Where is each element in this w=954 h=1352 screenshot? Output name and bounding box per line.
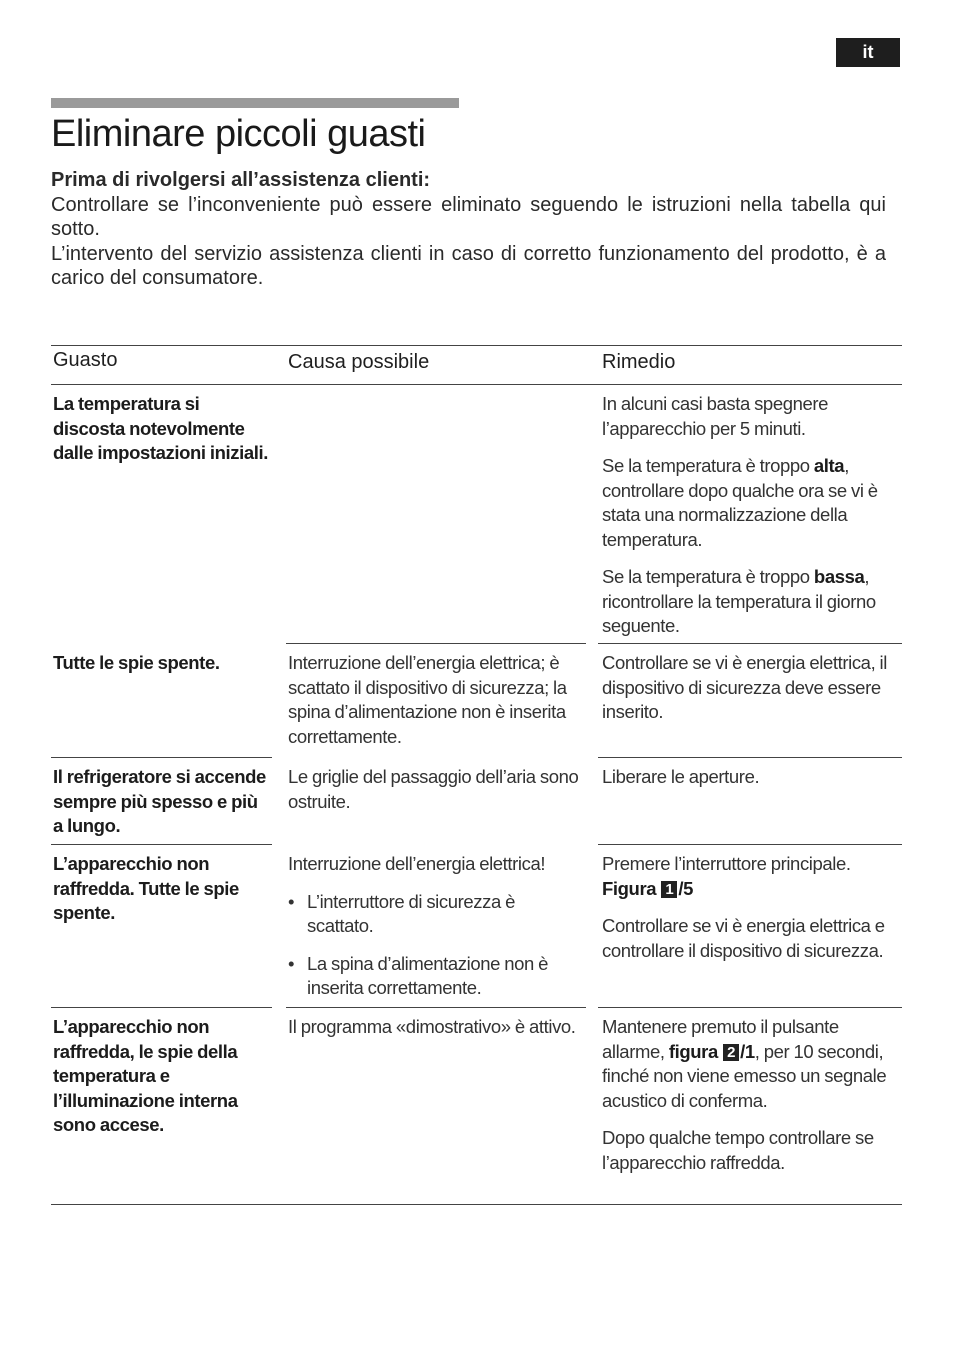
language-badge: it	[836, 38, 900, 67]
row5-cause: Il programma «dimostrativo» è attivo.	[288, 1016, 576, 1037]
bullet-icon: •	[288, 952, 295, 974]
row3-fault-rule	[51, 844, 272, 845]
figure-number-badge: 1	[661, 881, 677, 898]
intro-section	[51, 168, 886, 291]
figure-reference: figura 2 /1	[668, 1040, 755, 1062]
row4-remedy-rule	[598, 1007, 902, 1008]
figure-reference: Figura 1 /5	[602, 877, 694, 899]
row5-remedy	[602, 1015, 900, 1175]
row2-remedy-rule	[598, 757, 902, 758]
row1-remedy-1: In alcuni casi basta spegnere l’apparecchio per 5 minuti.	[602, 393, 829, 439]
row4-remedy-1: Premere l’interruttore principale. Figura 1 /5	[602, 853, 851, 899]
row2-cause: Interruzione dell’energia elettrica; è scattato il dispositivo di sicurezza; la spina d’alimentazione non è inserita correttamente.	[288, 652, 567, 747]
row5-remedy-2: Dopo qualche tempo controllare se l’apparecchio raffredda.	[602, 1127, 874, 1173]
intro-paragraph-2: L’intervento del servizio assistenza clienti in caso di corretto funzionamento del prodotto, è a carico del consumatore.	[51, 242, 886, 289]
row4-cause-text: Interruzione dell’energia elettrica!	[288, 853, 546, 874]
list-item: • L’interruttore di sicurezza è scattato.	[288, 890, 515, 936]
row3-remedy-rule	[598, 844, 902, 845]
intro-heading: Prima di rivolgersi all’assistenza clienti:	[51, 169, 431, 191]
row4-cause	[288, 852, 584, 1001]
bullet-icon: •	[288, 890, 295, 912]
row2-remedy: Controllare se vi è energia elettrica, il dispositivo di sicurezza deve essere inserito.	[602, 652, 887, 722]
row2-fault: Tutte le spie spente.	[53, 652, 220, 673]
row4-remedy-2: Controllare se vi è energia elettrica e controllare il dispositivo di sicurezza.	[602, 915, 885, 961]
row2-fault-rule	[51, 757, 272, 758]
table-top-rule	[51, 345, 902, 346]
figure-number-badge: 2	[723, 1044, 739, 1061]
row1-remedy	[602, 392, 900, 639]
list-item: • La spina d’alimentazione non è inserita correttamente.	[288, 952, 549, 998]
row4-cause-list	[288, 890, 584, 1001]
row3-fault: Il refrigeratore si accende sempre più spesso e più a lungo.	[53, 766, 266, 836]
row1-cause-rule	[286, 643, 586, 644]
header-guasto: Guasto	[53, 349, 118, 371]
header-rimedio: Rimedio	[602, 351, 676, 373]
header-causa: Causa possibile	[288, 351, 430, 373]
title-rule	[51, 98, 459, 108]
row3-remedy: Liberare le aperture.	[602, 766, 760, 787]
row4-fault-rule	[51, 1007, 272, 1008]
row5-remedy-1: Mantenere premuto il pulsante allarme, figura 2 /1, per 10 secondi, finché non viene emesso un segnale acustico di conferma.	[602, 1016, 887, 1111]
row1-remedy-3: Se la temperatura è troppo bassa, ricontrollare la temperatura il giorno seguente.	[602, 566, 876, 636]
row4-remedy	[602, 852, 900, 963]
row1-remedy-2: Se la temperatura è troppo alta, controllare dopo qualche ora se vi è stata una normalizzazione della temperatura.	[602, 455, 878, 550]
header-bottom-rule	[51, 384, 902, 385]
intro-paragraph-1: Controllare se l’inconveniente può essere eliminato seguendo le istruzioni nella tabella qui sotto.	[51, 193, 886, 240]
row1-fault: La temperatura si discosta notevolmente dalle impostazioni iniziali.	[53, 393, 268, 463]
row3-cause: Le griglie del passaggio dell’aria sono ostruite.	[288, 766, 579, 812]
row5-fault: L’apparecchio non raffredda, le spie della temperatura e l’illuminazione interna sono accese.	[53, 1016, 238, 1135]
page-title: Eliminare piccoli guasti	[51, 113, 426, 155]
row1-remedy-rule	[598, 643, 902, 644]
row4-cause-rule	[286, 1007, 586, 1008]
table-bottom-rule	[51, 1204, 902, 1205]
row4-fault: L’apparecchio non raffredda. Tutte le spie spente.	[53, 853, 239, 923]
